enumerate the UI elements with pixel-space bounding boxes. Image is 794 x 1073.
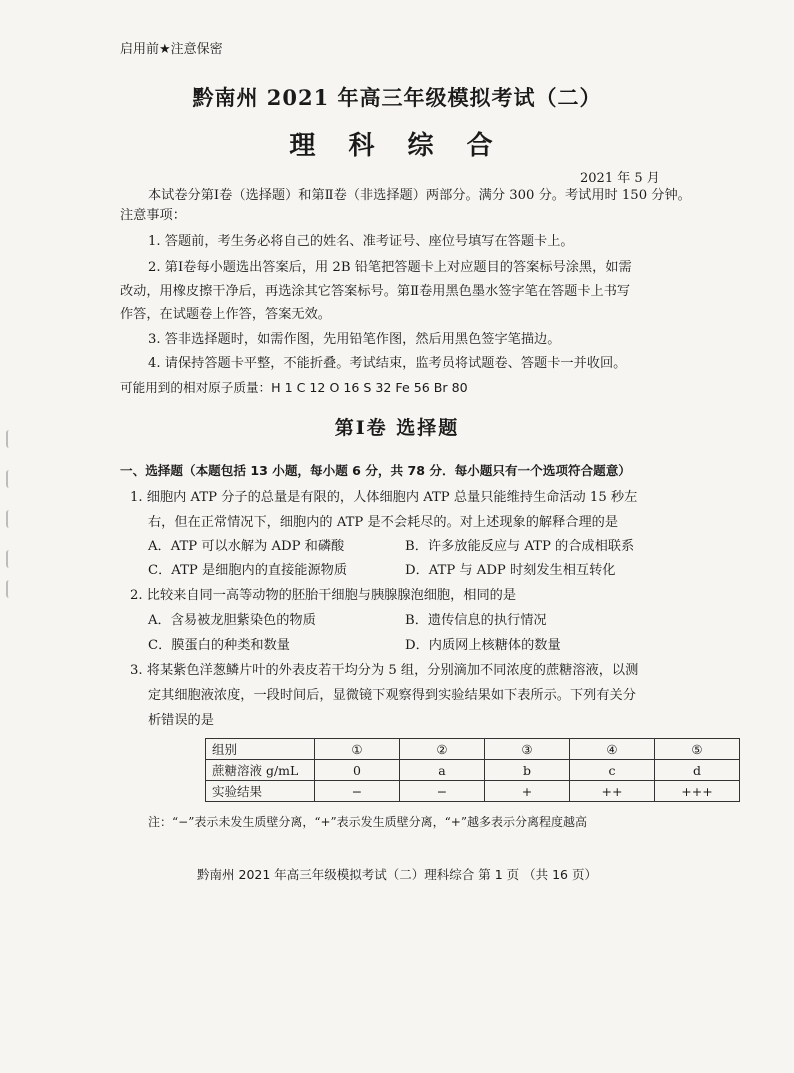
exam-date: 2021 年 5 月 (580, 171, 660, 186)
q2-option-c: C．膜蛋白的种类和数量 (148, 638, 290, 653)
section-title: 第Ⅰ卷 选择题 (334, 417, 460, 439)
experiment-table (205, 738, 740, 802)
group-cell: ⑤ (655, 739, 740, 760)
table-row-concentrations (206, 760, 740, 781)
group-cell: ② (400, 739, 485, 760)
binding-mark (6, 470, 18, 488)
q2-option-d: D．内质网上核糖体的数量 (405, 638, 561, 653)
q2-stem: 2. 比较来自同一高等动物的胚胎干细胞与胰腺腺泡细胞，相同的是 (130, 588, 517, 603)
instruction-item-2-line-2: 改动，用橡皮擦干净后，再选涂其它答案标号。第Ⅱ卷用黑色墨水签字笔在答题卡上书写 (120, 284, 631, 299)
q2-option-b: B．遗传信息的执行情况 (405, 613, 547, 628)
row-label-concentration: 蔗糖溶液 g/mL (206, 760, 315, 781)
exam-title: 黔南州 2021 年高三年级模拟考试（二） (192, 85, 602, 110)
q1-stem-line-1: 1. 细胞内 ATP 分子的总量是有限的，人体细胞内 ATP 总量只能维持生命活动 15 秒左 (130, 490, 638, 505)
q1-option-b: B．许多放能反应与 ATP 的合成相联系 (405, 539, 635, 554)
q3-stem-line-1: 3. 将某紫色洋葱鳞片叶的外表皮若干均分为 5 组，分别滴加不同浓度的蔗糖溶液，以测 (130, 663, 639, 678)
concentration-cell: c (570, 760, 655, 781)
result-cell: − (315, 781, 400, 802)
table-note: 注：“−”表示未发生质壁分离，“+”表示发生质壁分离，“+”越多表示分离程度越高 (148, 815, 587, 829)
atomic-mass-list: 可能用到的相对原子质量：H 1 C 12 O 16 S 32 Fe 56 Br 80 (120, 380, 468, 395)
instruction-item-3: 3. 答非选择题时，如需作图，先用铅笔作图，然后用黑色签字笔描边。 (148, 332, 561, 347)
concentration-cell: a (400, 760, 485, 781)
instructions-intro: 本试卷分第Ⅰ卷（选择题）和第Ⅱ卷（非选择题）两部分。满分 300 分。考试用时 150 分钟。 (148, 188, 691, 203)
group-cell: ① (315, 739, 400, 760)
q1-stem-line-2: 右，但在正常情况下，细胞内的 ATP 是不会耗尽的。对上述现象的解释合理的是 (148, 515, 619, 530)
exam-subject: 理 科 综 合 (289, 131, 505, 161)
concentration-cell: d (655, 760, 740, 781)
result-cell: + (485, 781, 570, 802)
concentration-cell: 0 (315, 760, 400, 781)
row-label-result: 实验结果 (206, 781, 315, 802)
group-cell: ④ (570, 739, 655, 760)
instruction-item-4: 4. 请保持答题卡平整，不能折叠。考试结束，监考员将试题卷、答题卡一并收回。 (148, 356, 627, 371)
binding-mark (6, 580, 18, 598)
table-row-groups (206, 739, 740, 760)
instruction-item-2-line-3: 作答，在试题卷上作答，答案无效。 (120, 307, 331, 322)
binding-mark (6, 430, 18, 448)
part-heading: 一、选择题（本题包括 13 小题，每小题 6 分，共 78 分．每小题只有一个选项符合题意） (120, 463, 631, 478)
page-footer: 黔南州 2021 年高三年级模拟考试（二）理科综合 第 1 页 （共 16 页） (197, 867, 597, 882)
instruction-item-2-line-1: 2. 第Ⅰ卷每小题选出答案后，用 2B 铅笔把答题卡上对应题目的答案标号涂黑，如需 (148, 260, 632, 275)
binding-mark (6, 550, 18, 568)
q2-option-a: A．含易被龙胆紫染色的物质 (148, 613, 316, 628)
group-cell: ③ (485, 739, 570, 760)
q1-option-a: A．ATP 可以水解为 ADP 和磷酸 (148, 539, 345, 554)
confidential-label: 启用前★注意保密 (120, 42, 223, 57)
q3-stem-line-2: 定其细胞液浓度，一段时间后，显微镜下观察得到实验结果如下表所示。下列有关分 (148, 688, 636, 703)
table-row-results (206, 781, 740, 802)
q1-option-d: D．ATP 与 ADP 时刻发生相互转化 (405, 563, 616, 578)
concentration-cell: b (485, 760, 570, 781)
result-cell: ++ (570, 781, 655, 802)
result-cell: +++ (655, 781, 740, 802)
row-label-group: 组别 (206, 739, 315, 760)
result-cell: − (400, 781, 485, 802)
q3-stem-line-3: 析错误的是 (148, 713, 214, 728)
instructions-heading: 注意事项： (120, 208, 186, 223)
instruction-item-1: 1. 答题前，考生务必将自己的姓名、准考证号、座位号填写在答题卡上。 (148, 234, 574, 249)
binding-mark (6, 510, 18, 528)
q1-option-c: C．ATP 是细胞内的直接能源物质 (148, 563, 348, 578)
